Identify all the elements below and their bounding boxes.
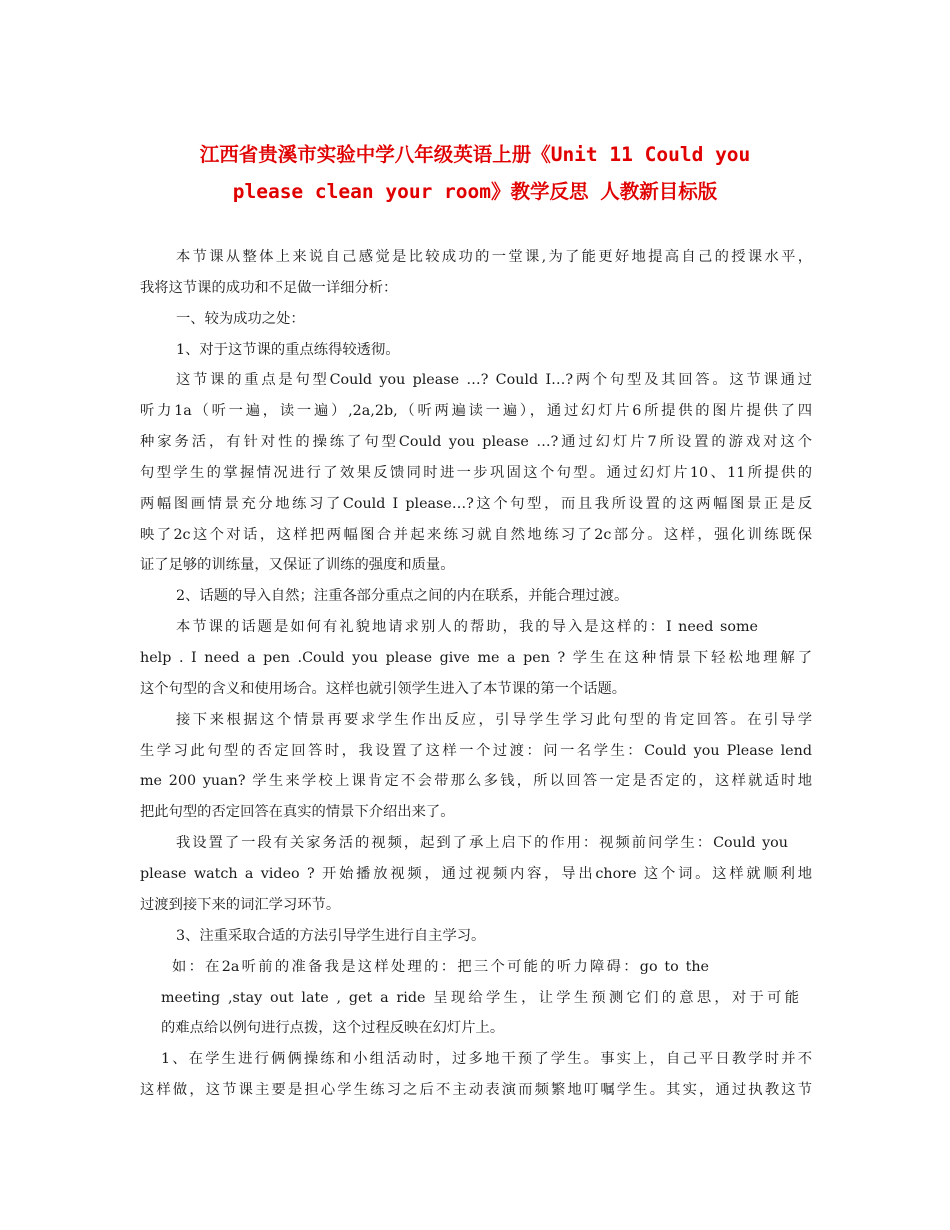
paragraph-7-line-2: 这样做，这节课主要是担心学生练习之后不主动表演而频繁地叮嘱学生。其实，通过执教这节 [140,1082,812,1098]
paragraph-2-line-5: 两幅图画情景充分地练习了Could I please…?这个句型，而且我所设置的这两幅图景正是反 [140,496,812,512]
paragraph-5-line-3: 过渡到接下来的词汇学习环节。 [140,897,341,913]
paragraph-2-line-1: 这节课的重点是句型Could you please …? Could I…?两个句型及其回答。这节课通过 [176,372,812,388]
paragraph-2-line-7: 证了足够的训练量，又保证了训练的强度和质量。 [140,557,455,573]
paragraph-4-line-1: 接下来根据这个情景再要求学生作出反应，引导学生学习此句型的肯定回答。在引导学 [176,712,812,728]
paragraph-7-line-1: 1、在学生进行俩俩操练和小组活动时，过多地干预了学生。事实上，自己平日教学时并不 [161,1051,812,1067]
paragraph-6-line-3: 的难点给以例句进行点拨，这个过程反映在幻灯片上。 [161,1020,505,1036]
paragraph-2-line-6: 映了2c这个对话，这样把两幅图合并起来练习就自然地练习了2c部分。这样，强化训练既保 [140,527,812,543]
subheading-2: 2、话题的导入自然；注重各部分重点之间的内在联系，并能合理过渡。 [176,588,629,604]
paragraph-3-line-3: 这个句型的含义和使用场合。这样也就引领学生进入了本节课的第一个话题。 [140,681,627,697]
document-title-line-2: please clean your room》教学反思 人教新目标版 [232,180,718,203]
paragraph-3-line-1: 本节课的话题是如何有礼貌地请求别人的帮助，我的导入是这样的：I need some [176,619,758,635]
paragraph-1-line-1: 本节课从整体上来说自己感觉是比较成功的一堂课,为了能更好地提高自己的授课水平， [176,249,812,265]
paragraph-2-line-3: 种家务活，有针对性的操练了句型Could you please …?通过幻灯片7所设置的游戏对这个 [140,434,812,450]
paragraph-1-line-2: 我将这节课的成功和不足做一详细分析： [140,280,398,296]
paragraph-4-line-3: me 200 yuan? 学生来学校上课肯定不会带那么多钱，所以回答一定是否定的，这样就适时地 [140,773,812,789]
subheading-1: 1、对于这节课的重点练得较透彻。 [176,342,400,358]
paragraph-6-line-2: meeting ,stay out late , get a ride 呈现给学生，让学生预测它们的意思，对于可能 [161,990,799,1006]
document-title-line-1: 江西省贵溪市实验中学八年级英语上册《Unit 11 Could you [199,143,751,166]
paragraph-4-line-4: 把此句型的否定回答在真实的情景下介绍出来了。 [140,804,455,820]
paragraph-2-line-2: 听力1a（听一遍，读一遍）,2a,2b,（听两遍读一遍），通过幻灯片6所提供的图片提供了四 [140,403,812,419]
paragraph-2-line-4: 句型学生的掌握情况进行了效果反馈同时进一步巩固这个句型。通过幻灯片10、11所提供的 [140,465,812,481]
paragraph-5-line-1: 我设置了一段有关家务活的视频，起到了承上启下的作用：视频前问学生：Could you [176,835,788,851]
section-heading-successes: 一、较为成功之处： [176,311,305,327]
paragraph-4-line-2: 生学习此句型的否定回答时，我设置了这样一个过渡：问一名学生：Could you Please lend [140,743,812,759]
paragraph-6-line-1: 如：在2a听前的准备我是这样处理的：把三个可能的听力障碍：go to the [172,959,709,975]
paragraph-5-line-2: please watch a video ? 开始播放视频，通过视频内容，导出chore 这个词。这样就顺利地 [140,866,812,882]
subheading-3: 3、注重采取合适的方法引导学生进行自主学习。 [176,928,486,944]
paragraph-3-line-2: help . I need a pen .Could you please give me a pen ? 学生在这种情景下轻松地理解了 [140,650,812,666]
